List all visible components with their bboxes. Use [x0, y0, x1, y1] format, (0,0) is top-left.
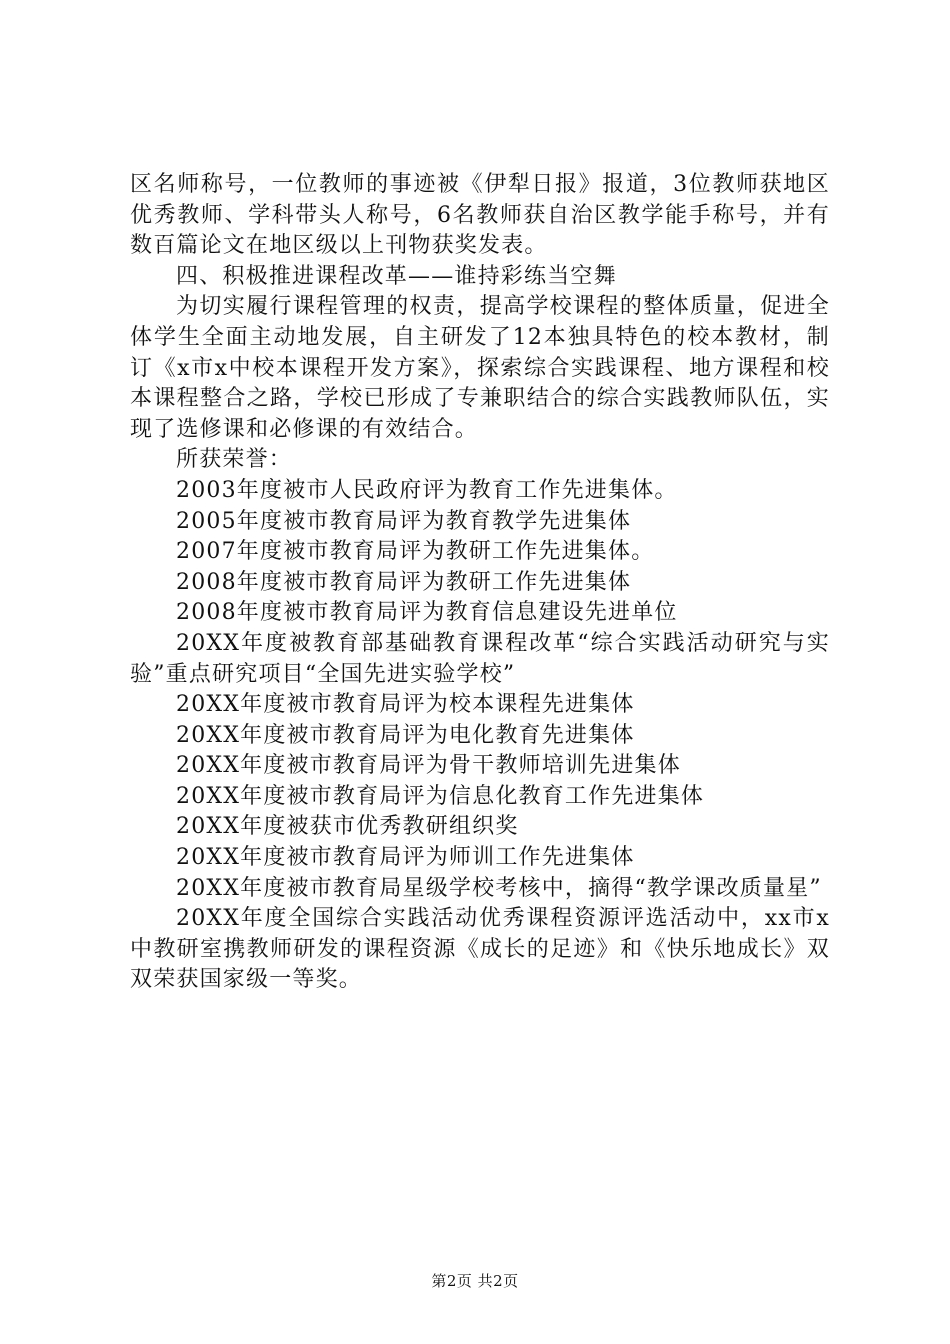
honor-item: 20XX年度被市教育局评为信息化教育工作先进集体: [176, 783, 705, 809]
honor-item: 20XX年度全国综合实践活动优秀课程资源评选活动中，xx市x中教研室携教师研发的课程资源《成长的足迹》和《快乐地成长》双双荣获国家级一等奖。: [130, 906, 830, 993]
honor-item: 20XX年度被教育部基础教育课程改革“综合实践活动研究与实验”重点研究项目“全国先进实验学校”: [130, 630, 830, 687]
honor-item: 20XX年度被市教育局评为校本课程先进集体: [176, 692, 635, 718]
honor-item: 20XX年度被市教育局评为师训工作先进集体: [176, 845, 635, 871]
honor-item: 20XX年度被市教育局星级学校考核中，摘得“教学课改质量星”: [176, 875, 822, 901]
honor-item: 2008年度被市教育局评为教研工作先进集体: [176, 569, 632, 595]
honor-item: 20XX年度被获市优秀教研组织奖: [176, 814, 519, 840]
honor-item: 20XX年度被市教育局评为骨干教师培训先进集体: [176, 753, 681, 779]
page-number-footer: 第2页 共2页: [431, 1272, 519, 1290]
section-heading-curriculum-reform: 四、积极推进课程改革——谁持彩练当空舞: [176, 263, 617, 289]
paragraph-continuation: 区名师称号，一位教师的事迹被《伊犁日报》报道，3位教师获地区优秀教师、学科带头人称号，6名教师获自治区教学能手称号，并有数百篇论文在地区级以上刊物获奖发表。: [130, 172, 830, 259]
honor-item: 2005年度被市教育局评为教育教学先进集体: [176, 508, 632, 534]
paragraph-curriculum-reform: 为切实履行课程管理的权责，提高学校课程的整体质量，促进全体学生全面主动地发展，自主研发了12本独具特色的校本教材，制订《x市x中校本课程开发方案》，探索综合实践课程、地方课程和校本课程整合之路，学校已形成了专兼职结合的综合实践教师队伍，实现了选修课和必修课的有效结合。: [130, 294, 830, 442]
honor-item: 2003年度被市人民政府评为教育工作先进集体。: [176, 477, 678, 503]
document-body: [130, 170, 830, 996]
honor-item: 20XX年度被市教育局评为电化教育先进集体: [176, 722, 635, 748]
honor-item: 2008年度被市教育局评为教育信息建设先进单位: [176, 600, 678, 626]
honors-heading: 所获荣誉：: [176, 447, 293, 473]
honor-item: 2007年度被市教育局评为教研工作先进集体。: [176, 539, 655, 565]
